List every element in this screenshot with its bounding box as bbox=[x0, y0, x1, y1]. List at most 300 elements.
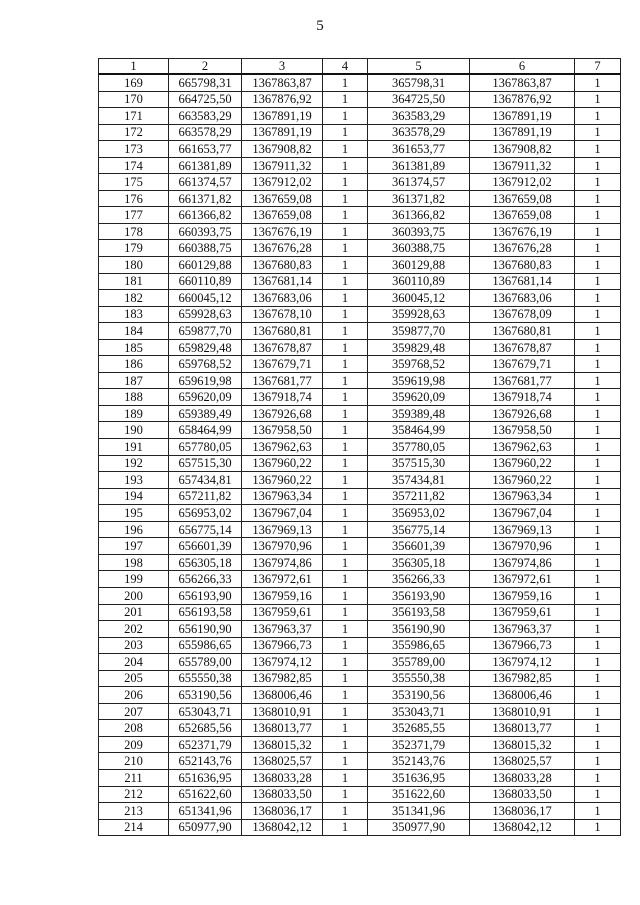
column-header-1: 1 bbox=[99, 59, 169, 75]
point-number-cell: 207 bbox=[99, 703, 169, 720]
coord-y2-cell: 1368015,32 bbox=[470, 736, 575, 753]
coord-x-cell: 651341,96 bbox=[169, 803, 242, 820]
coord-y2-cell: 1367679,71 bbox=[470, 356, 575, 373]
col7-cell: 1 bbox=[575, 141, 621, 158]
point-number-cell: 174 bbox=[99, 157, 169, 174]
table-row bbox=[99, 803, 621, 820]
table-body bbox=[99, 74, 621, 836]
point-number-cell: 173 bbox=[99, 141, 169, 158]
coord-x2-cell: 359620,09 bbox=[368, 389, 470, 406]
col7-cell: 1 bbox=[575, 505, 621, 522]
table-row bbox=[99, 488, 621, 505]
col7-cell: 1 bbox=[575, 819, 621, 836]
coord-y2-cell: 1367960,22 bbox=[470, 472, 575, 489]
table-row bbox=[99, 472, 621, 489]
coord-x2-cell: 365798,31 bbox=[368, 74, 470, 91]
coord-x-cell: 652371,79 bbox=[169, 736, 242, 753]
coord-y-cell: 1367960,22 bbox=[242, 455, 323, 472]
coord-y-cell: 1367926,68 bbox=[242, 405, 323, 422]
coord-y2-cell: 1367960,22 bbox=[470, 455, 575, 472]
coord-x-cell: 661653,77 bbox=[169, 141, 242, 158]
point-number-cell: 208 bbox=[99, 720, 169, 737]
coord-x2-cell: 353190,56 bbox=[368, 687, 470, 704]
table-row bbox=[99, 422, 621, 439]
table-row bbox=[99, 637, 621, 654]
coord-x-cell: 656601,39 bbox=[169, 538, 242, 555]
coord-x2-cell: 356305,18 bbox=[368, 554, 470, 571]
col7-cell: 1 bbox=[575, 323, 621, 340]
table-row bbox=[99, 455, 621, 472]
coord-x2-cell: 360110,89 bbox=[368, 273, 470, 290]
coord-x2-cell: 355550,38 bbox=[368, 670, 470, 687]
col7-cell: 1 bbox=[575, 74, 621, 91]
point-number-cell: 184 bbox=[99, 323, 169, 340]
coord-y-cell: 1367683,06 bbox=[242, 290, 323, 307]
point-number-cell: 169 bbox=[99, 74, 169, 91]
coord-x-cell: 656305,18 bbox=[169, 554, 242, 571]
coord-y-cell: 1367918,74 bbox=[242, 389, 323, 406]
coord-y-cell: 1367911,32 bbox=[242, 157, 323, 174]
col4-cell: 1 bbox=[323, 803, 368, 820]
point-number-cell: 178 bbox=[99, 223, 169, 240]
coord-x2-cell: 357780,05 bbox=[368, 439, 470, 456]
col4-cell: 1 bbox=[323, 223, 368, 240]
col7-cell: 1 bbox=[575, 223, 621, 240]
point-number-cell: 193 bbox=[99, 472, 169, 489]
coord-y2-cell: 1367676,19 bbox=[470, 223, 575, 240]
point-number-cell: 194 bbox=[99, 488, 169, 505]
col7-cell: 1 bbox=[575, 604, 621, 621]
table-row bbox=[99, 819, 621, 836]
col7-cell: 1 bbox=[575, 670, 621, 687]
table-row bbox=[99, 786, 621, 803]
coord-y2-cell: 1368042,12 bbox=[470, 819, 575, 836]
coord-y-cell: 1368006,46 bbox=[242, 687, 323, 704]
coord-y-cell: 1367876,92 bbox=[242, 91, 323, 108]
point-number-cell: 190 bbox=[99, 422, 169, 439]
coord-x-cell: 655550,38 bbox=[169, 670, 242, 687]
point-number-cell: 196 bbox=[99, 521, 169, 538]
coord-y2-cell: 1367680,83 bbox=[470, 257, 575, 274]
coord-y2-cell: 1367681,77 bbox=[470, 372, 575, 389]
coord-y2-cell: 1367876,92 bbox=[470, 91, 575, 108]
coord-x-cell: 655789,00 bbox=[169, 654, 242, 671]
col4-cell: 1 bbox=[323, 290, 368, 307]
table-row bbox=[99, 405, 621, 422]
point-number-cell: 176 bbox=[99, 190, 169, 207]
coord-y2-cell: 1367678,87 bbox=[470, 339, 575, 356]
coord-y-cell: 1367974,86 bbox=[242, 554, 323, 571]
coord-y2-cell: 1367963,37 bbox=[470, 621, 575, 638]
point-number-cell: 199 bbox=[99, 571, 169, 588]
col4-cell: 1 bbox=[323, 422, 368, 439]
table-header bbox=[99, 59, 621, 75]
coord-x-cell: 663583,29 bbox=[169, 108, 242, 125]
point-number-cell: 171 bbox=[99, 108, 169, 125]
col4-cell: 1 bbox=[323, 323, 368, 340]
coord-y-cell: 1367966,73 bbox=[242, 637, 323, 654]
coord-y-cell: 1367678,10 bbox=[242, 306, 323, 323]
col7-cell: 1 bbox=[575, 240, 621, 257]
coord-x2-cell: 359768,52 bbox=[368, 356, 470, 373]
coord-y-cell: 1367963,34 bbox=[242, 488, 323, 505]
coord-y2-cell: 1367982,85 bbox=[470, 670, 575, 687]
col4-cell: 1 bbox=[323, 74, 368, 91]
coord-y2-cell: 1368010,91 bbox=[470, 703, 575, 720]
col4-cell: 1 bbox=[323, 654, 368, 671]
col7-cell: 1 bbox=[575, 108, 621, 125]
table-row bbox=[99, 554, 621, 571]
col7-cell: 1 bbox=[575, 174, 621, 191]
point-number-cell: 181 bbox=[99, 273, 169, 290]
coord-x-cell: 650977,90 bbox=[169, 819, 242, 836]
point-number-cell: 180 bbox=[99, 257, 169, 274]
col7-cell: 1 bbox=[575, 538, 621, 555]
coord-x-cell: 655986,65 bbox=[169, 637, 242, 654]
header-row bbox=[99, 59, 621, 75]
coord-x2-cell: 361374,57 bbox=[368, 174, 470, 191]
coord-y2-cell: 1368013,77 bbox=[470, 720, 575, 737]
coord-y2-cell: 1367680,81 bbox=[470, 323, 575, 340]
point-number-cell: 191 bbox=[99, 439, 169, 456]
coord-x-cell: 659619,98 bbox=[169, 372, 242, 389]
col4-cell: 1 bbox=[323, 356, 368, 373]
coord-x-cell: 656193,90 bbox=[169, 587, 242, 604]
coord-y-cell: 1368010,91 bbox=[242, 703, 323, 720]
coord-y2-cell: 1367958,50 bbox=[470, 422, 575, 439]
coord-x2-cell: 360393,75 bbox=[368, 223, 470, 240]
coord-x-cell: 659829,48 bbox=[169, 339, 242, 356]
table-row bbox=[99, 240, 621, 257]
coord-y2-cell: 1367967,04 bbox=[470, 505, 575, 522]
coord-y-cell: 1368042,12 bbox=[242, 819, 323, 836]
coord-y2-cell: 1368033,28 bbox=[470, 769, 575, 786]
col7-cell: 1 bbox=[575, 405, 621, 422]
col7-cell: 1 bbox=[575, 803, 621, 820]
coord-y2-cell: 1367678,09 bbox=[470, 306, 575, 323]
col7-cell: 1 bbox=[575, 306, 621, 323]
coord-x2-cell: 356193,90 bbox=[368, 587, 470, 604]
coord-x2-cell: 361366,82 bbox=[368, 207, 470, 224]
point-number-cell: 183 bbox=[99, 306, 169, 323]
coord-x2-cell: 359619,98 bbox=[368, 372, 470, 389]
point-number-cell: 182 bbox=[99, 290, 169, 307]
point-number-cell: 206 bbox=[99, 687, 169, 704]
column-header-7: 7 bbox=[575, 59, 621, 75]
coord-x2-cell: 356601,39 bbox=[368, 538, 470, 555]
coord-x-cell: 653043,71 bbox=[169, 703, 242, 720]
col7-cell: 1 bbox=[575, 753, 621, 770]
coord-y-cell: 1367912,02 bbox=[242, 174, 323, 191]
point-number-cell: 195 bbox=[99, 505, 169, 522]
coord-y2-cell: 1367963,34 bbox=[470, 488, 575, 505]
coord-y2-cell: 1368006,46 bbox=[470, 687, 575, 704]
col7-cell: 1 bbox=[575, 356, 621, 373]
coord-y-cell: 1367891,19 bbox=[242, 124, 323, 141]
coord-y2-cell: 1367970,96 bbox=[470, 538, 575, 555]
coord-x-cell: 656953,02 bbox=[169, 505, 242, 522]
point-number-cell: 198 bbox=[99, 554, 169, 571]
coord-x2-cell: 359928,63 bbox=[368, 306, 470, 323]
table-row bbox=[99, 587, 621, 604]
coord-x-cell: 656190,90 bbox=[169, 621, 242, 638]
table-row bbox=[99, 339, 621, 356]
table-row bbox=[99, 571, 621, 588]
col4-cell: 1 bbox=[323, 505, 368, 522]
point-number-cell: 211 bbox=[99, 769, 169, 786]
coord-x2-cell: 363583,29 bbox=[368, 108, 470, 125]
coord-y2-cell: 1367959,61 bbox=[470, 604, 575, 621]
coord-x-cell: 652143,76 bbox=[169, 753, 242, 770]
table-row bbox=[99, 687, 621, 704]
coord-x-cell: 660129,88 bbox=[169, 257, 242, 274]
table-row bbox=[99, 257, 621, 274]
col7-cell: 1 bbox=[575, 472, 621, 489]
coord-x2-cell: 355986,65 bbox=[368, 637, 470, 654]
col7-cell: 1 bbox=[575, 339, 621, 356]
coord-y-cell: 1368036,17 bbox=[242, 803, 323, 820]
coord-x2-cell: 356266,33 bbox=[368, 571, 470, 588]
coord-x-cell: 656775,14 bbox=[169, 521, 242, 538]
coord-y-cell: 1367967,04 bbox=[242, 505, 323, 522]
col7-cell: 1 bbox=[575, 190, 621, 207]
coord-x2-cell: 357434,81 bbox=[368, 472, 470, 489]
table-row bbox=[99, 190, 621, 207]
point-number-cell: 214 bbox=[99, 819, 169, 836]
point-number-cell: 170 bbox=[99, 91, 169, 108]
coord-x2-cell: 359389,48 bbox=[368, 405, 470, 422]
coord-y2-cell: 1367918,74 bbox=[470, 389, 575, 406]
col4-cell: 1 bbox=[323, 207, 368, 224]
coord-x-cell: 665798,31 bbox=[169, 74, 242, 91]
point-number-cell: 197 bbox=[99, 538, 169, 555]
col4-cell: 1 bbox=[323, 819, 368, 836]
coord-x2-cell: 359877,70 bbox=[368, 323, 470, 340]
coord-y-cell: 1368025,57 bbox=[242, 753, 323, 770]
col4-cell: 1 bbox=[323, 786, 368, 803]
coord-y-cell: 1367659,08 bbox=[242, 190, 323, 207]
coord-y2-cell: 1367891,19 bbox=[470, 124, 575, 141]
coord-x-cell: 656193,58 bbox=[169, 604, 242, 621]
coord-x2-cell: 364725,50 bbox=[368, 91, 470, 108]
coord-y-cell: 1367960,22 bbox=[242, 472, 323, 489]
col7-cell: 1 bbox=[575, 422, 621, 439]
coord-y-cell: 1367680,83 bbox=[242, 257, 323, 274]
coord-x-cell: 659928,63 bbox=[169, 306, 242, 323]
table-row bbox=[99, 439, 621, 456]
coord-x2-cell: 357515,30 bbox=[368, 455, 470, 472]
coord-y-cell: 1367659,08 bbox=[242, 207, 323, 224]
point-number-cell: 188 bbox=[99, 389, 169, 406]
col7-cell: 1 bbox=[575, 587, 621, 604]
coord-x2-cell: 350977,90 bbox=[368, 819, 470, 836]
col7-cell: 1 bbox=[575, 257, 621, 274]
coord-y-cell: 1367908,82 bbox=[242, 141, 323, 158]
col4-cell: 1 bbox=[323, 439, 368, 456]
point-number-cell: 185 bbox=[99, 339, 169, 356]
coord-y2-cell: 1368033,50 bbox=[470, 786, 575, 803]
coord-y2-cell: 1367681,14 bbox=[470, 273, 575, 290]
col7-cell: 1 bbox=[575, 273, 621, 290]
coord-x2-cell: 351341,96 bbox=[368, 803, 470, 820]
col4-cell: 1 bbox=[323, 753, 368, 770]
coord-x2-cell: 351622,60 bbox=[368, 786, 470, 803]
col7-cell: 1 bbox=[575, 521, 621, 538]
table-row bbox=[99, 505, 621, 522]
col7-cell: 1 bbox=[575, 157, 621, 174]
col4-cell: 1 bbox=[323, 472, 368, 489]
col4-cell: 1 bbox=[323, 91, 368, 108]
coord-x2-cell: 356775,14 bbox=[368, 521, 470, 538]
coord-y-cell: 1368015,32 bbox=[242, 736, 323, 753]
col4-cell: 1 bbox=[323, 604, 368, 621]
table-row bbox=[99, 290, 621, 307]
col4-cell: 1 bbox=[323, 488, 368, 505]
column-header-3: 3 bbox=[242, 59, 323, 75]
coord-y-cell: 1367970,96 bbox=[242, 538, 323, 555]
table-row bbox=[99, 720, 621, 737]
point-number-cell: 205 bbox=[99, 670, 169, 687]
coord-y2-cell: 1367659,08 bbox=[470, 190, 575, 207]
point-number-cell: 179 bbox=[99, 240, 169, 257]
table-row bbox=[99, 753, 621, 770]
coord-x-cell: 658464,99 bbox=[169, 422, 242, 439]
coord-y2-cell: 1367676,28 bbox=[470, 240, 575, 257]
coord-y-cell: 1367681,14 bbox=[242, 273, 323, 290]
col4-cell: 1 bbox=[323, 339, 368, 356]
point-number-cell: 212 bbox=[99, 786, 169, 803]
coord-x2-cell: 356190,90 bbox=[368, 621, 470, 638]
col4-cell: 1 bbox=[323, 108, 368, 125]
coord-y2-cell: 1367962,63 bbox=[470, 439, 575, 456]
col7-cell: 1 bbox=[575, 703, 621, 720]
col4-cell: 1 bbox=[323, 637, 368, 654]
col7-cell: 1 bbox=[575, 654, 621, 671]
point-number-cell: 210 bbox=[99, 753, 169, 770]
col7-cell: 1 bbox=[575, 439, 621, 456]
col4-cell: 1 bbox=[323, 736, 368, 753]
col4-cell: 1 bbox=[323, 240, 368, 257]
col7-cell: 1 bbox=[575, 554, 621, 571]
coord-x2-cell: 363578,29 bbox=[368, 124, 470, 141]
point-number-cell: 201 bbox=[99, 604, 169, 621]
table-row bbox=[99, 306, 621, 323]
col4-cell: 1 bbox=[323, 687, 368, 704]
table-row bbox=[99, 157, 621, 174]
col4-cell: 1 bbox=[323, 455, 368, 472]
coord-y-cell: 1368013,77 bbox=[242, 720, 323, 737]
coord-y-cell: 1367680,81 bbox=[242, 323, 323, 340]
coord-x-cell: 657780,05 bbox=[169, 439, 242, 456]
coord-y2-cell: 1368025,57 bbox=[470, 753, 575, 770]
col4-cell: 1 bbox=[323, 389, 368, 406]
coord-y-cell: 1367679,71 bbox=[242, 356, 323, 373]
table-row bbox=[99, 736, 621, 753]
coord-x-cell: 661366,82 bbox=[169, 207, 242, 224]
coord-y-cell: 1367681,77 bbox=[242, 372, 323, 389]
col7-cell: 1 bbox=[575, 786, 621, 803]
col7-cell: 1 bbox=[575, 769, 621, 786]
coord-x-cell: 659389,49 bbox=[169, 405, 242, 422]
table-row bbox=[99, 323, 621, 340]
coord-y-cell: 1367863,87 bbox=[242, 74, 323, 91]
col7-cell: 1 bbox=[575, 637, 621, 654]
coord-y2-cell: 1367966,73 bbox=[470, 637, 575, 654]
coord-y2-cell: 1367908,82 bbox=[470, 141, 575, 158]
table-row bbox=[99, 604, 621, 621]
point-number-cell: 189 bbox=[99, 405, 169, 422]
coord-x2-cell: 352371,79 bbox=[368, 736, 470, 753]
table-row bbox=[99, 372, 621, 389]
coord-x-cell: 651636,95 bbox=[169, 769, 242, 786]
col7-cell: 1 bbox=[575, 207, 621, 224]
table-row bbox=[99, 521, 621, 538]
table-row bbox=[99, 389, 621, 406]
coord-x2-cell: 359829,48 bbox=[368, 339, 470, 356]
coord-y2-cell: 1367911,32 bbox=[470, 157, 575, 174]
coord-y-cell: 1367972,61 bbox=[242, 571, 323, 588]
table-row bbox=[99, 769, 621, 786]
coord-y2-cell: 1367683,06 bbox=[470, 290, 575, 307]
point-number-cell: 209 bbox=[99, 736, 169, 753]
col4-cell: 1 bbox=[323, 141, 368, 158]
coord-x2-cell: 361381,89 bbox=[368, 157, 470, 174]
coord-y-cell: 1368033,28 bbox=[242, 769, 323, 786]
coord-y-cell: 1367678,87 bbox=[242, 339, 323, 356]
coord-x2-cell: 360129,88 bbox=[368, 257, 470, 274]
table-row bbox=[99, 74, 621, 91]
coord-y2-cell: 1367974,86 bbox=[470, 554, 575, 571]
col7-cell: 1 bbox=[575, 389, 621, 406]
coord-x-cell: 657211,82 bbox=[169, 488, 242, 505]
coord-x2-cell: 352685,55 bbox=[368, 720, 470, 737]
coord-x2-cell: 351636,95 bbox=[368, 769, 470, 786]
coord-y2-cell: 1367891,19 bbox=[470, 108, 575, 125]
col7-cell: 1 bbox=[575, 91, 621, 108]
table-row bbox=[99, 91, 621, 108]
point-number-cell: 192 bbox=[99, 455, 169, 472]
coord-y-cell: 1367963,37 bbox=[242, 621, 323, 638]
coord-x2-cell: 352143,76 bbox=[368, 753, 470, 770]
table-row bbox=[99, 108, 621, 125]
col7-cell: 1 bbox=[575, 488, 621, 505]
col7-cell: 1 bbox=[575, 687, 621, 704]
col7-cell: 1 bbox=[575, 455, 621, 472]
point-number-cell: 213 bbox=[99, 803, 169, 820]
coord-y-cell: 1367959,61 bbox=[242, 604, 323, 621]
coord-x-cell: 657515,30 bbox=[169, 455, 242, 472]
table-row bbox=[99, 141, 621, 158]
col4-cell: 1 bbox=[323, 190, 368, 207]
col4-cell: 1 bbox=[323, 521, 368, 538]
coord-x2-cell: 361653,77 bbox=[368, 141, 470, 158]
coord-x2-cell: 360388,75 bbox=[368, 240, 470, 257]
coord-y2-cell: 1367912,02 bbox=[470, 174, 575, 191]
column-header-5: 5 bbox=[368, 59, 470, 75]
coord-y-cell: 1367969,13 bbox=[242, 521, 323, 538]
col4-cell: 1 bbox=[323, 273, 368, 290]
coord-y-cell: 1368033,50 bbox=[242, 786, 323, 803]
coord-x-cell: 661381,89 bbox=[169, 157, 242, 174]
table-row bbox=[99, 356, 621, 373]
coord-y-cell: 1367891,19 bbox=[242, 108, 323, 125]
col7-cell: 1 bbox=[575, 736, 621, 753]
col7-cell: 1 bbox=[575, 571, 621, 588]
coord-y-cell: 1367982,85 bbox=[242, 670, 323, 687]
col7-cell: 1 bbox=[575, 124, 621, 141]
col7-cell: 1 bbox=[575, 290, 621, 307]
point-number-cell: 175 bbox=[99, 174, 169, 191]
